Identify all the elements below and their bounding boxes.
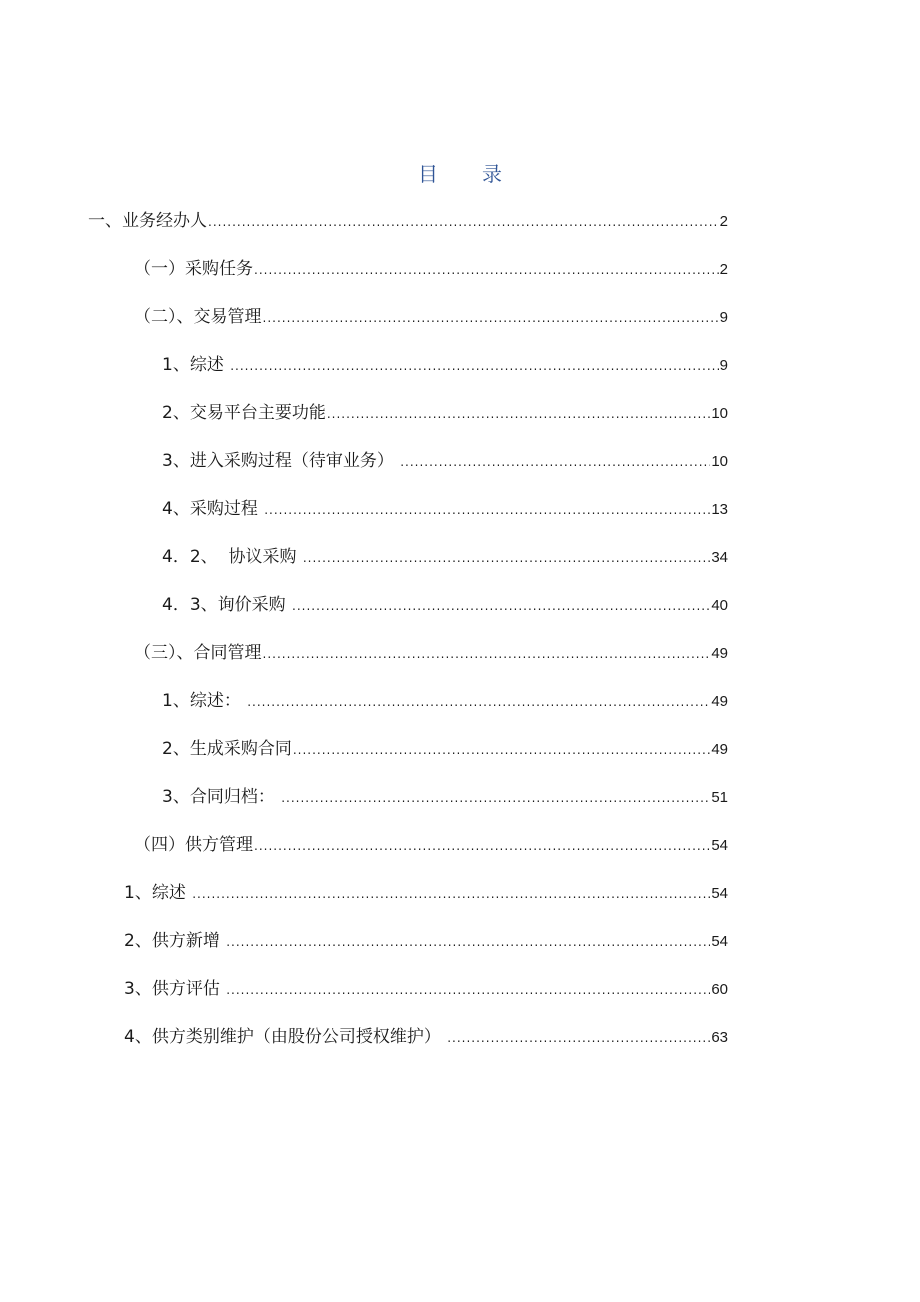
toc-entry-supplier-overview[interactable] [124,878,728,908]
toc-title-char-2: 录 [482,162,502,186]
toc-leader-dots [264,503,710,517]
toc-entry-label: 3、合同归档： [162,787,281,807]
toc-entry-page: 13 [711,501,728,518]
toc-entry-page: 40 [711,597,728,614]
toc-entry-label: 1、综述 [124,883,192,903]
toc-entry-page: 49 [711,645,728,662]
toc-entry-page: 51 [711,789,728,806]
toc-entry-label: 1、综述 [162,355,230,375]
toc-leader-dots [447,1031,710,1045]
toc-leader-dots [254,263,719,277]
toc-entry-purchase-task[interactable] [134,254,728,284]
toc-entry-page: 49 [711,693,728,710]
toc-leader-dots [192,887,710,901]
toc-entry-page: 54 [711,933,728,950]
toc-entry-label: 3、供方评估 [124,979,226,999]
toc-entry-enter-purchase-process[interactable] [162,446,728,476]
toc-entry-agreement-purchase[interactable] [162,542,728,572]
toc-entry-trade-management[interactable] [134,302,728,332]
toc-entry-page: 10 [711,453,728,470]
toc-entry-label: 3、进入采购过程（待审业务） [162,451,400,471]
toc-leader-dots [293,743,710,757]
toc-entry-generate-contract[interactable] [162,734,728,764]
toc-leader-dots [226,983,710,997]
toc-entry-page: 54 [711,837,728,854]
toc-leader-dots [281,791,710,805]
toc-entry-page: 63 [711,1029,728,1046]
toc-entry-page: 54 [711,885,728,902]
toc-entry-label: 一、业务经办人 [88,211,207,231]
toc-entry-page: 9 [719,357,728,374]
toc-entry-contract-archive[interactable] [162,782,728,812]
toc-leader-dots [303,551,710,565]
toc-leader-dots [327,407,710,421]
toc-entry-label: 2、交易平台主要功能 [162,403,326,423]
toc-entry-label: 4、供方类别维护（由股份公司授权维护） [124,1027,447,1047]
toc-entry-overview[interactable] [162,350,728,380]
toc-entry-label: 4、采购过程 [162,499,264,519]
toc-entry-label: 2、生成采购合同 [162,739,292,759]
toc-entry-label: （一）采购任务 [134,259,253,279]
toc-leader-dots [247,695,710,709]
toc-entry-label: （四）供方管理 [134,835,253,855]
toc-entry-page: 49 [711,741,728,758]
toc-entry-contract-management[interactable] [134,638,728,668]
toc-entry-label: 1、综述： [162,691,247,711]
toc-entry-page: 9 [719,309,728,326]
toc-leader-dots [226,935,710,949]
toc-entry-page: 10 [711,405,728,422]
toc-entry-supplier-evaluation[interactable] [124,974,728,1004]
toc-entry-supplier-category[interactable] [124,1022,728,1052]
toc-entry-supplier-management[interactable] [134,830,728,860]
toc-entry-label: （三）、合同管理 [134,643,262,663]
toc-title [0,158,920,187]
toc-leader-dots [263,647,711,661]
toc-leader-dots [254,839,710,853]
toc-entry-label: （二）、交易管理 [134,307,262,327]
toc-leader-dots [263,311,719,325]
toc-leader-dots [400,455,710,469]
toc-entry-platform-functions[interactable] [162,398,728,428]
toc-entry-label: 4．2、 协议采购 [162,547,302,567]
toc-entry-page: 2 [719,213,728,230]
toc-entry-purchase-process[interactable] [162,494,728,524]
toc-entry-supplier-add[interactable] [124,926,728,956]
toc-entry-label: 2、供方新增 [124,931,226,951]
toc-entry-page: 34 [711,549,728,566]
toc-entry-page: 60 [711,981,728,998]
toc-leader-dots [292,599,710,613]
toc-title-char-1: 目 [418,162,438,186]
toc-entry-inquiry-purchase[interactable] [162,590,728,620]
toc-leader-dots [230,359,718,373]
toc-entry-business-handler[interactable] [88,206,728,236]
toc-entry-contract-overview[interactable] [162,686,728,716]
toc-entry-page: 2 [719,261,728,278]
toc-entry-label: 4．3、询价采购 [162,595,292,615]
toc-leader-dots [208,215,719,229]
